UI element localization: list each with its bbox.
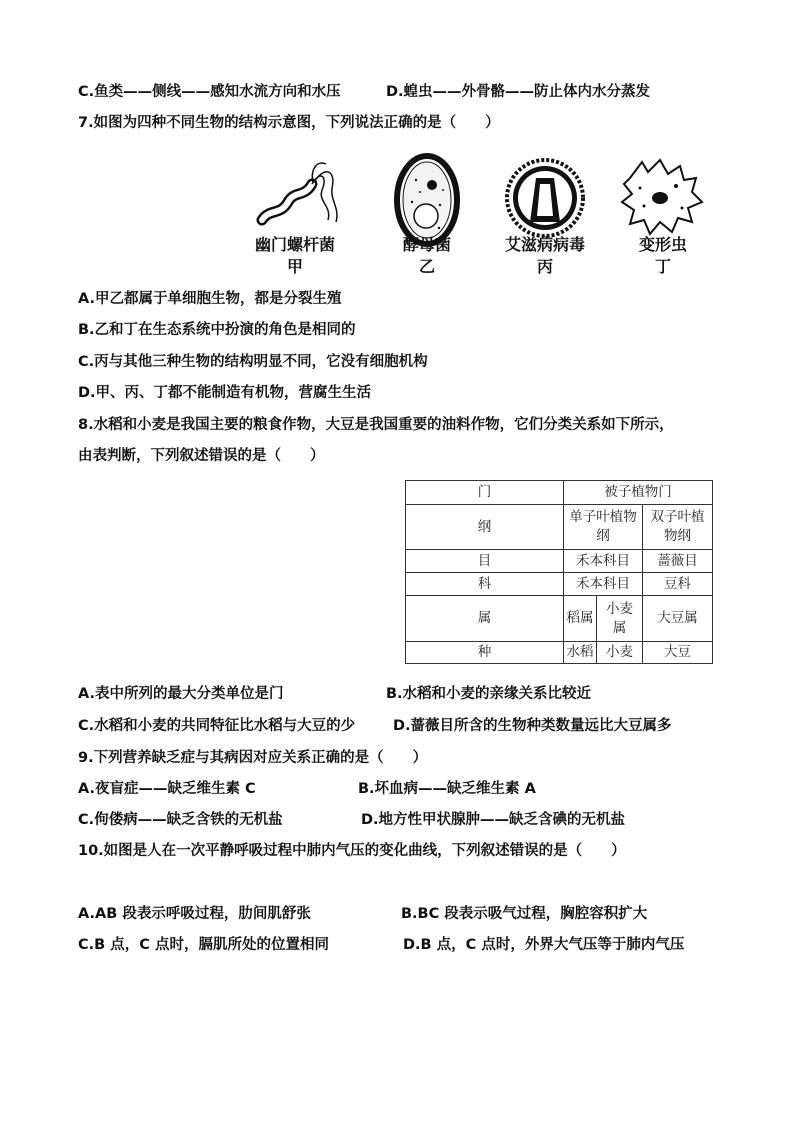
cell-phylum-label: 门 <box>406 481 564 505</box>
option-d-locust: D.蝗虫——外骨骼——防止体内水分蒸发 <box>386 84 651 100</box>
table-row-family <box>406 573 713 596</box>
yeast-illustration <box>397 156 457 244</box>
cell-phylum-value: 被子植物门 <box>564 481 713 505</box>
figure-label-yeast: 酵母菌 <box>402 235 451 254</box>
cell-class-mono: 单子叶植物纲 <box>564 505 643 550</box>
helicobacter-illustration <box>262 163 337 222</box>
cell-class-di: 双子叶植物纲 <box>643 505 713 550</box>
q10-option-a: A.AB 段表示呼吸过程，肋间肌舒张 <box>78 906 311 922</box>
q8-option-b: B.水稻和小麦的亲缘关系比较近 <box>386 686 592 702</box>
q9-option-b: B.坏血病——缺乏维生素 A <box>358 781 536 797</box>
q10-option-d: D.B 点，C 点时，外界大气压等于肺内气压 <box>403 937 685 953</box>
cell-family-di: 豆科 <box>643 573 713 596</box>
option-c-fish: C.鱼类——侧线——感知水流方向和水压 <box>78 84 341 100</box>
taxonomy-table <box>405 480 713 664</box>
q7-option-c: C.丙与其他三种生物的结构明显不同，它没有细胞机构 <box>78 354 428 370</box>
cell-species-bean: 大豆 <box>643 642 713 664</box>
q10-option-b: B.BC 段表示吸气过程，胸腔容积扩大 <box>401 906 648 922</box>
q7-organism-figure <box>240 150 720 280</box>
cell-order-mono: 禾本科目 <box>564 550 643 573</box>
figure-label-amoeba: 变形虫 <box>638 235 687 254</box>
cell-genus-wheat: 小麦属 <box>597 596 643 642</box>
q10-option-c: C.B 点，C 点时，膈肌所处的位置相同 <box>78 937 329 953</box>
cell-species-rice: 水稻 <box>564 642 597 664</box>
cell-family-label: 科 <box>406 573 564 596</box>
figure-tag-jia: 甲 <box>286 257 303 276</box>
figure-label-hiv: 艾滋病病毒 <box>504 235 585 254</box>
q7-option-b: B.乙和丁在生态系统中扮演的角色是相同的 <box>78 322 356 338</box>
cell-genus-rice: 稻属 <box>564 596 597 642</box>
cell-genus-bean: 大豆属 <box>643 596 713 642</box>
table-row-phylum <box>406 481 713 505</box>
q8-stem-line2: 由表判断，下列叙述错误的是（ ） <box>78 448 325 464</box>
q9-option-c: C.佝偻病——缺乏含铁的无机盐 <box>78 812 283 828</box>
q7-stem: 7.如图为四种不同生物的结构示意图，下列说法正确的是（ ） <box>78 115 500 131</box>
cell-genus-label: 属 <box>406 596 564 642</box>
hiv-illustration <box>507 160 583 236</box>
figure-label-h-pylori: 幽门螺杆菌 <box>254 235 335 254</box>
cell-class-label: 纲 <box>406 505 564 550</box>
figure-tag-yi: 乙 <box>418 257 435 276</box>
q9-option-a: A.夜盲症——缺乏维生素 C <box>78 781 256 797</box>
table-row-order <box>406 550 713 573</box>
q8-stem-line1: 8.水稻和小麦是我国主要的粮食作物，大豆是我国重要的油料作物，它们分类关系如下所示， <box>78 417 674 433</box>
table-row-genus <box>406 596 713 642</box>
cell-species-label: 种 <box>406 642 564 664</box>
cell-order-di: 蔷薇目 <box>643 550 713 573</box>
q7-option-a: A.甲乙都属于单细胞生物，都是分裂生殖 <box>78 291 342 307</box>
q10-stem: 10.如图是人在一次平静呼吸过程中肺内气压的变化曲线，下列叙述错误的是（ ） <box>78 843 626 859</box>
cell-family-mono: 禾本科目 <box>564 573 643 596</box>
q7-option-d: D.甲、丙、丁都不能制造有机物，营腐生生活 <box>78 385 372 401</box>
cell-order-label: 目 <box>406 550 564 573</box>
figure-tag-bing: 丙 <box>536 257 553 276</box>
cell-species-wheat: 小麦 <box>597 642 643 664</box>
q9-option-d: D.地方性甲状腺肿——缺乏含碘的无机盐 <box>361 812 626 828</box>
q8-option-d: D.蔷薇目所含的生物种类数量远比大豆属多 <box>393 718 672 734</box>
amoeba-illustration <box>622 160 702 234</box>
q8-option-c: C.水稻和小麦的共同特征比水稻与大豆的少 <box>78 718 356 734</box>
figure-tag-ding: 丁 <box>654 257 671 276</box>
table-row-class <box>406 505 713 550</box>
q8-option-a: A.表中所列的最大分类单位是门 <box>78 686 284 702</box>
q9-stem: 9.下列营养缺乏症与其病因对应关系正确的是（ ） <box>78 750 428 766</box>
table-row-species <box>406 642 713 664</box>
